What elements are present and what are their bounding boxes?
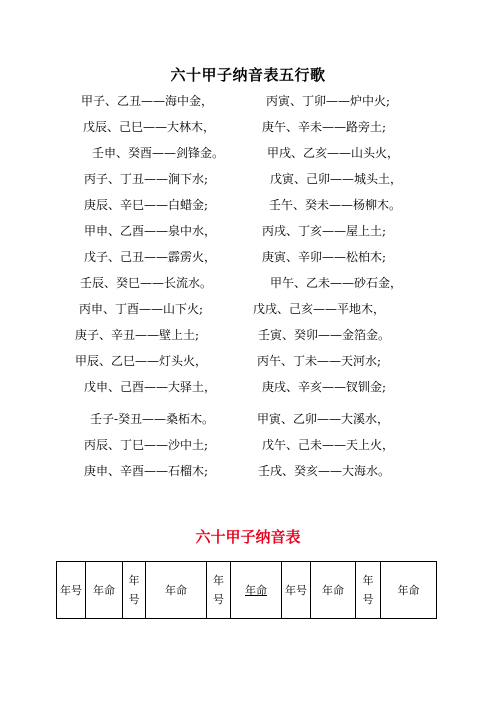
verse-right: 庚午、辛未——路旁土;	[262, 120, 387, 134]
verse-right: 壬午、癸未——杨柳木。	[269, 198, 402, 212]
header-cell-fate: 年命	[146, 562, 207, 619]
verse-line	[0, 92, 496, 112]
verse-right: 壬戌、癸亥——大海水。	[258, 464, 391, 478]
verse-left: 戊子、己丑——霹雳火，	[84, 250, 217, 264]
verse-left: 庚辰、辛巳——白蜡金;	[84, 198, 209, 212]
verse-right: 戊戌、己亥——平地木，	[253, 302, 386, 316]
verse-line	[0, 300, 496, 320]
header-cell-year: 年号	[57, 562, 86, 619]
verse-right: 甲寅、乙卯——大溪水，	[257, 412, 390, 426]
verse-line	[0, 378, 496, 398]
verse-right: 丙寅、丁卯——炉中火;	[266, 94, 391, 108]
verse-left: 甲子、乙丑——海中金，	[81, 94, 214, 108]
verse-right: 壬寅、癸卯——金箔金。	[258, 328, 391, 342]
verse-line	[0, 436, 496, 456]
verse-left: 壬子-癸丑——桑柘木。	[90, 412, 215, 426]
header-cell-fate: 年命	[381, 562, 437, 619]
verse-left: 丙子、丁丑——涧下水;	[84, 172, 209, 186]
header-char: 号	[128, 593, 140, 606]
table-title: 六十甲子纳音表	[195, 528, 301, 546]
verse-right: 丙午、丁未——天河水;	[257, 354, 382, 368]
verse-left: 甲辰、乙巳——灯头火，	[75, 354, 208, 368]
verse-left: 壬辰、癸巳——长流水。	[80, 276, 213, 290]
header-char: 年	[362, 574, 374, 587]
verse-left: 甲申、乙酉——泉中水，	[84, 224, 217, 238]
verse-line	[0, 326, 496, 346]
header-fate-underlined: 年命	[245, 584, 267, 597]
header-char: 年	[213, 574, 224, 587]
verse-line	[0, 462, 496, 482]
verse-line	[0, 352, 496, 372]
verse-right: 庚戌、辛亥——钗钏金;	[262, 380, 387, 394]
table-header-row	[57, 562, 437, 619]
verse-left: 戊辰、己巳——大林木，	[83, 120, 216, 134]
header-char: 号	[213, 593, 224, 606]
verse-left: 丙辰、丁巳——沙中土;	[84, 438, 209, 452]
verse-line	[0, 274, 496, 294]
page-title: 六十甲子纳音表五行歌	[170, 66, 326, 84]
verse-line	[0, 410, 496, 430]
verse-right: 戊午、己未——天上火，	[262, 438, 395, 452]
header-cell-year	[356, 562, 381, 619]
header-cell-year: 年号	[282, 562, 311, 619]
verse-line	[0, 170, 496, 190]
header-cell-year	[207, 562, 231, 619]
verse-line	[0, 196, 496, 216]
verse-left: 壬申、癸酉——剑锋金。	[92, 146, 225, 160]
header-cell-year	[123, 562, 146, 619]
nayin-table	[56, 561, 437, 619]
header-char: 年	[128, 574, 140, 587]
verse-line	[0, 222, 496, 242]
verse-right: 甲戌、乙亥——山头火，	[267, 146, 400, 160]
verse-right: 庚寅、辛卯——松柏木;	[262, 250, 387, 264]
verse-line	[0, 118, 496, 138]
verse-left: 丙申、丁酉——山下火;	[79, 302, 204, 316]
verse-right: 丙戌、丁亥——屋上土;	[262, 224, 387, 238]
header-char: 号	[362, 593, 374, 606]
header-cell-fate	[231, 562, 282, 619]
header-cell-fate: 年命	[311, 562, 356, 619]
header-cell-fate: 年命	[86, 562, 123, 619]
verse-left: 庚子、辛丑——壁上土;	[75, 328, 200, 342]
verse-right: 甲午、乙未——砂石金，	[270, 276, 403, 290]
verse-left: 戊申、己酉——大驿土，	[84, 380, 217, 394]
verse-line	[0, 248, 496, 268]
verse-right: 戊寅、己卯——城头土，	[270, 172, 403, 186]
verse-line	[0, 144, 496, 164]
verse-left: 庚申、辛酉——石榴木;	[84, 464, 209, 478]
